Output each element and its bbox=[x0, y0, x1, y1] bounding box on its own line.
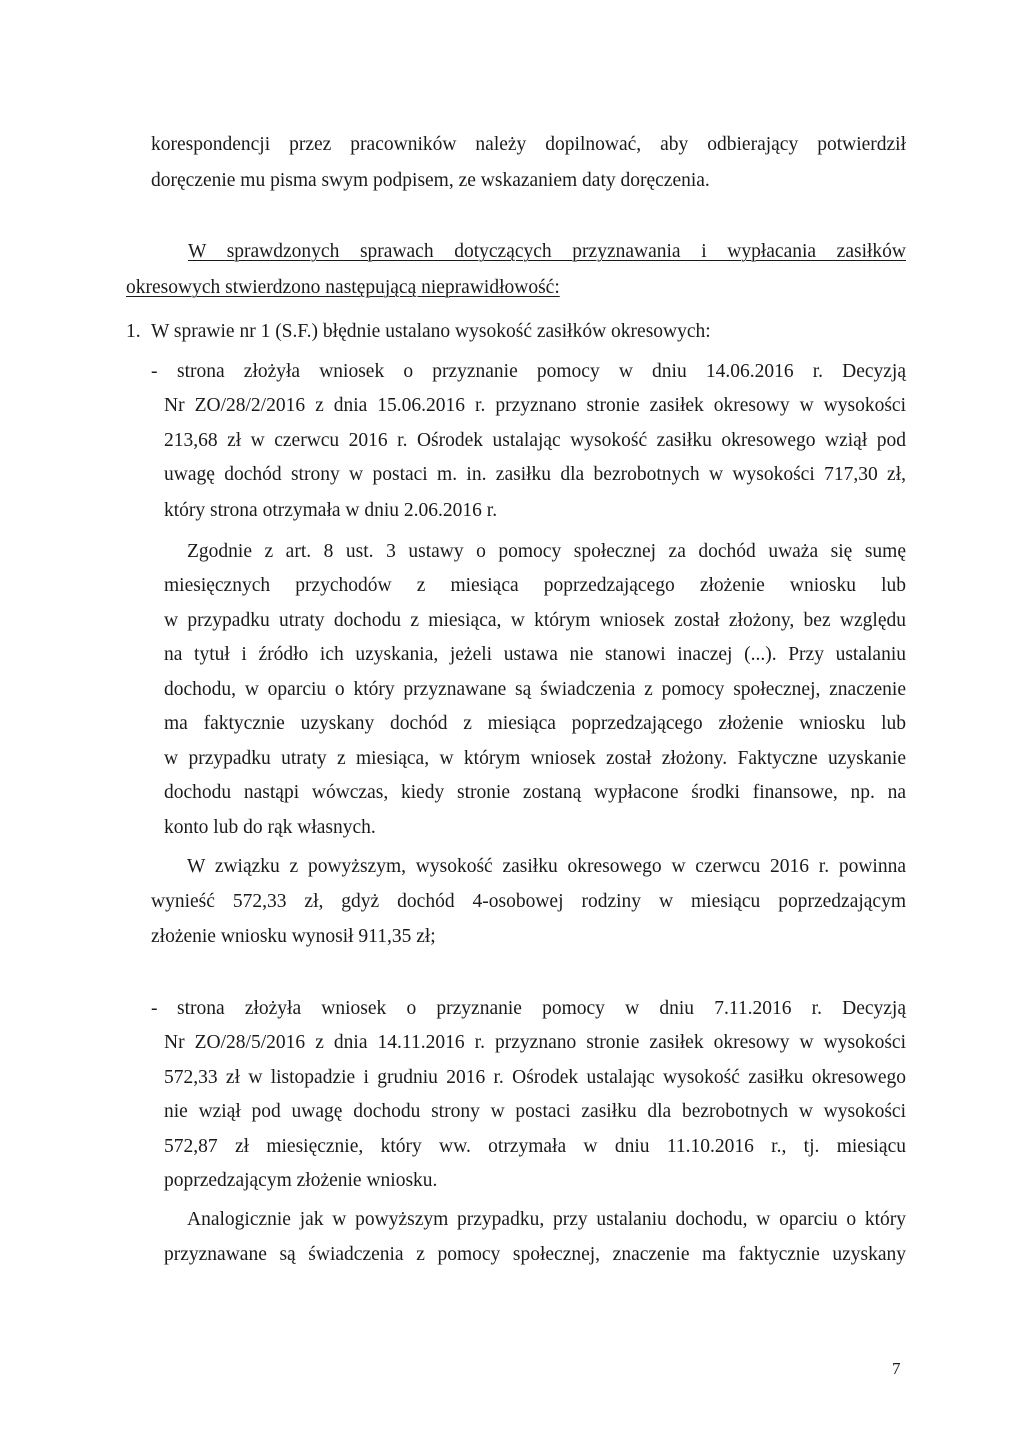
text-line: który strona otrzymała w dniu 2.06.2016 r. bbox=[164, 500, 498, 521]
text-line: 572,33 zł w listopadzie i grudniu 2016 r. Ośrodek ustalając wysokość zasiłku okresowego bbox=[164, 1067, 906, 1088]
text-line: 213,68 zł w czerwcu 2016 r. Ośrodek ustalając wysokość zasiłku okresowego wziął pod bbox=[164, 430, 906, 451]
text-line: miesięcznych przychodów z miesiąca poprzedzającego złożenie wniosku lub bbox=[164, 575, 906, 596]
text-line: uwagę dochód strony w postaci m. in. zasiłku dla bezrobotnych w wysokości 717,30 zł, bbox=[164, 464, 906, 485]
list-number: 1. bbox=[126, 321, 141, 342]
page-number: 7 bbox=[892, 1359, 901, 1378]
text-line: W związku z powyższym, wysokość zasiłku okresowego w czerwcu 2016 r. powinna bbox=[187, 856, 906, 877]
text-line: dochodu, w oparciu o który przyznawane są świadczenia z pomocy społecznej, znaczenie bbox=[164, 679, 906, 700]
text-line: na tytuł i źródło ich uzyskania, jeżeli ustawa nie stanowi inaczej (...). Przy ustalaniu bbox=[164, 644, 906, 665]
text-line: poprzedzającym złożenie wniosku. bbox=[164, 1170, 438, 1191]
text-line: doręczenie mu pisma swym podpisem, ze wskazaniem daty doręczenia. bbox=[151, 170, 710, 191]
underlined-heading-line: W sprawdzonych sprawach dotyczących przyznawania i wypłacania zasiłków bbox=[188, 241, 906, 262]
text-line: wynieść 572,33 zł, gdyż dochód 4-osobowej rodziny w miesiącu poprzedzającym bbox=[151, 891, 906, 912]
text-line: korespondencji przez pracowników należy dopilnować, aby odbierający potwierdził bbox=[151, 134, 906, 155]
text-line: strona złożyła wniosek o przyznanie pomocy w dniu 14.06.2016 r. Decyzją bbox=[177, 361, 906, 382]
text-line: przyznawane są świadczenia z pomocy społecznej, znaczenie ma faktycznie uzyskany bbox=[164, 1244, 906, 1265]
text-line: 572,87 zł miesięcznie, który ww. otrzymała w dniu 11.10.2016 r., tj. miesiącu bbox=[164, 1136, 906, 1157]
text-line: Nr ZO/28/2/2016 z dnia 15.06.2016 r. przyznano stronie zasiłek okresowy w wysokości bbox=[164, 395, 906, 416]
dash-bullet: - bbox=[151, 361, 158, 382]
text-line: w przypadku utraty z miesiąca, w którym wniosek został złożony. Faktyczne uzyskanie bbox=[164, 748, 906, 769]
text-line: Analogicznie jak w powyższym przypadku, przy ustalaniu dochodu, w oparciu o który bbox=[187, 1209, 906, 1230]
underlined-heading-line: okresowych stwierdzono następującą nieprawidłowość: bbox=[126, 277, 560, 298]
text-line: Nr ZO/28/5/2016 z dnia 14.11.2016 r. przyznano stronie zasiłek okresowy w wysokości bbox=[164, 1032, 906, 1053]
text-line: strona złożyła wniosek o przyznanie pomocy w dniu 7.11.2016 r. Decyzją bbox=[177, 998, 906, 1019]
dash-bullet: - bbox=[151, 998, 158, 1019]
text-line: złożenie wniosku wynosił 911,35 zł; bbox=[151, 926, 436, 947]
text-line: nie wziął pod uwagę dochodu strony w postaci zasiłku dla bezrobotnych w wysokości bbox=[164, 1101, 906, 1122]
text-line: dochodu nastąpi wówczas, kiedy stronie zostaną wypłacone środki finansowe, np. na bbox=[164, 782, 906, 803]
text-line: ma faktycznie uzyskany dochód z miesiąca poprzedzającego złożenie wniosku lub bbox=[164, 713, 906, 734]
text-line: w przypadku utraty dochodu z miesiąca, w którym wniosek został złożony, bez względu bbox=[164, 610, 906, 631]
text-line: konto lub do rąk własnych. bbox=[164, 817, 376, 838]
text-line: Zgodnie z art. 8 ust. 3 ustawy o pomocy społecznej za dochód uważa się sumę bbox=[187, 541, 906, 562]
text-line: W sprawie nr 1 (S.F.) błędnie ustalano wysokość zasiłków okresowych: bbox=[151, 321, 711, 342]
